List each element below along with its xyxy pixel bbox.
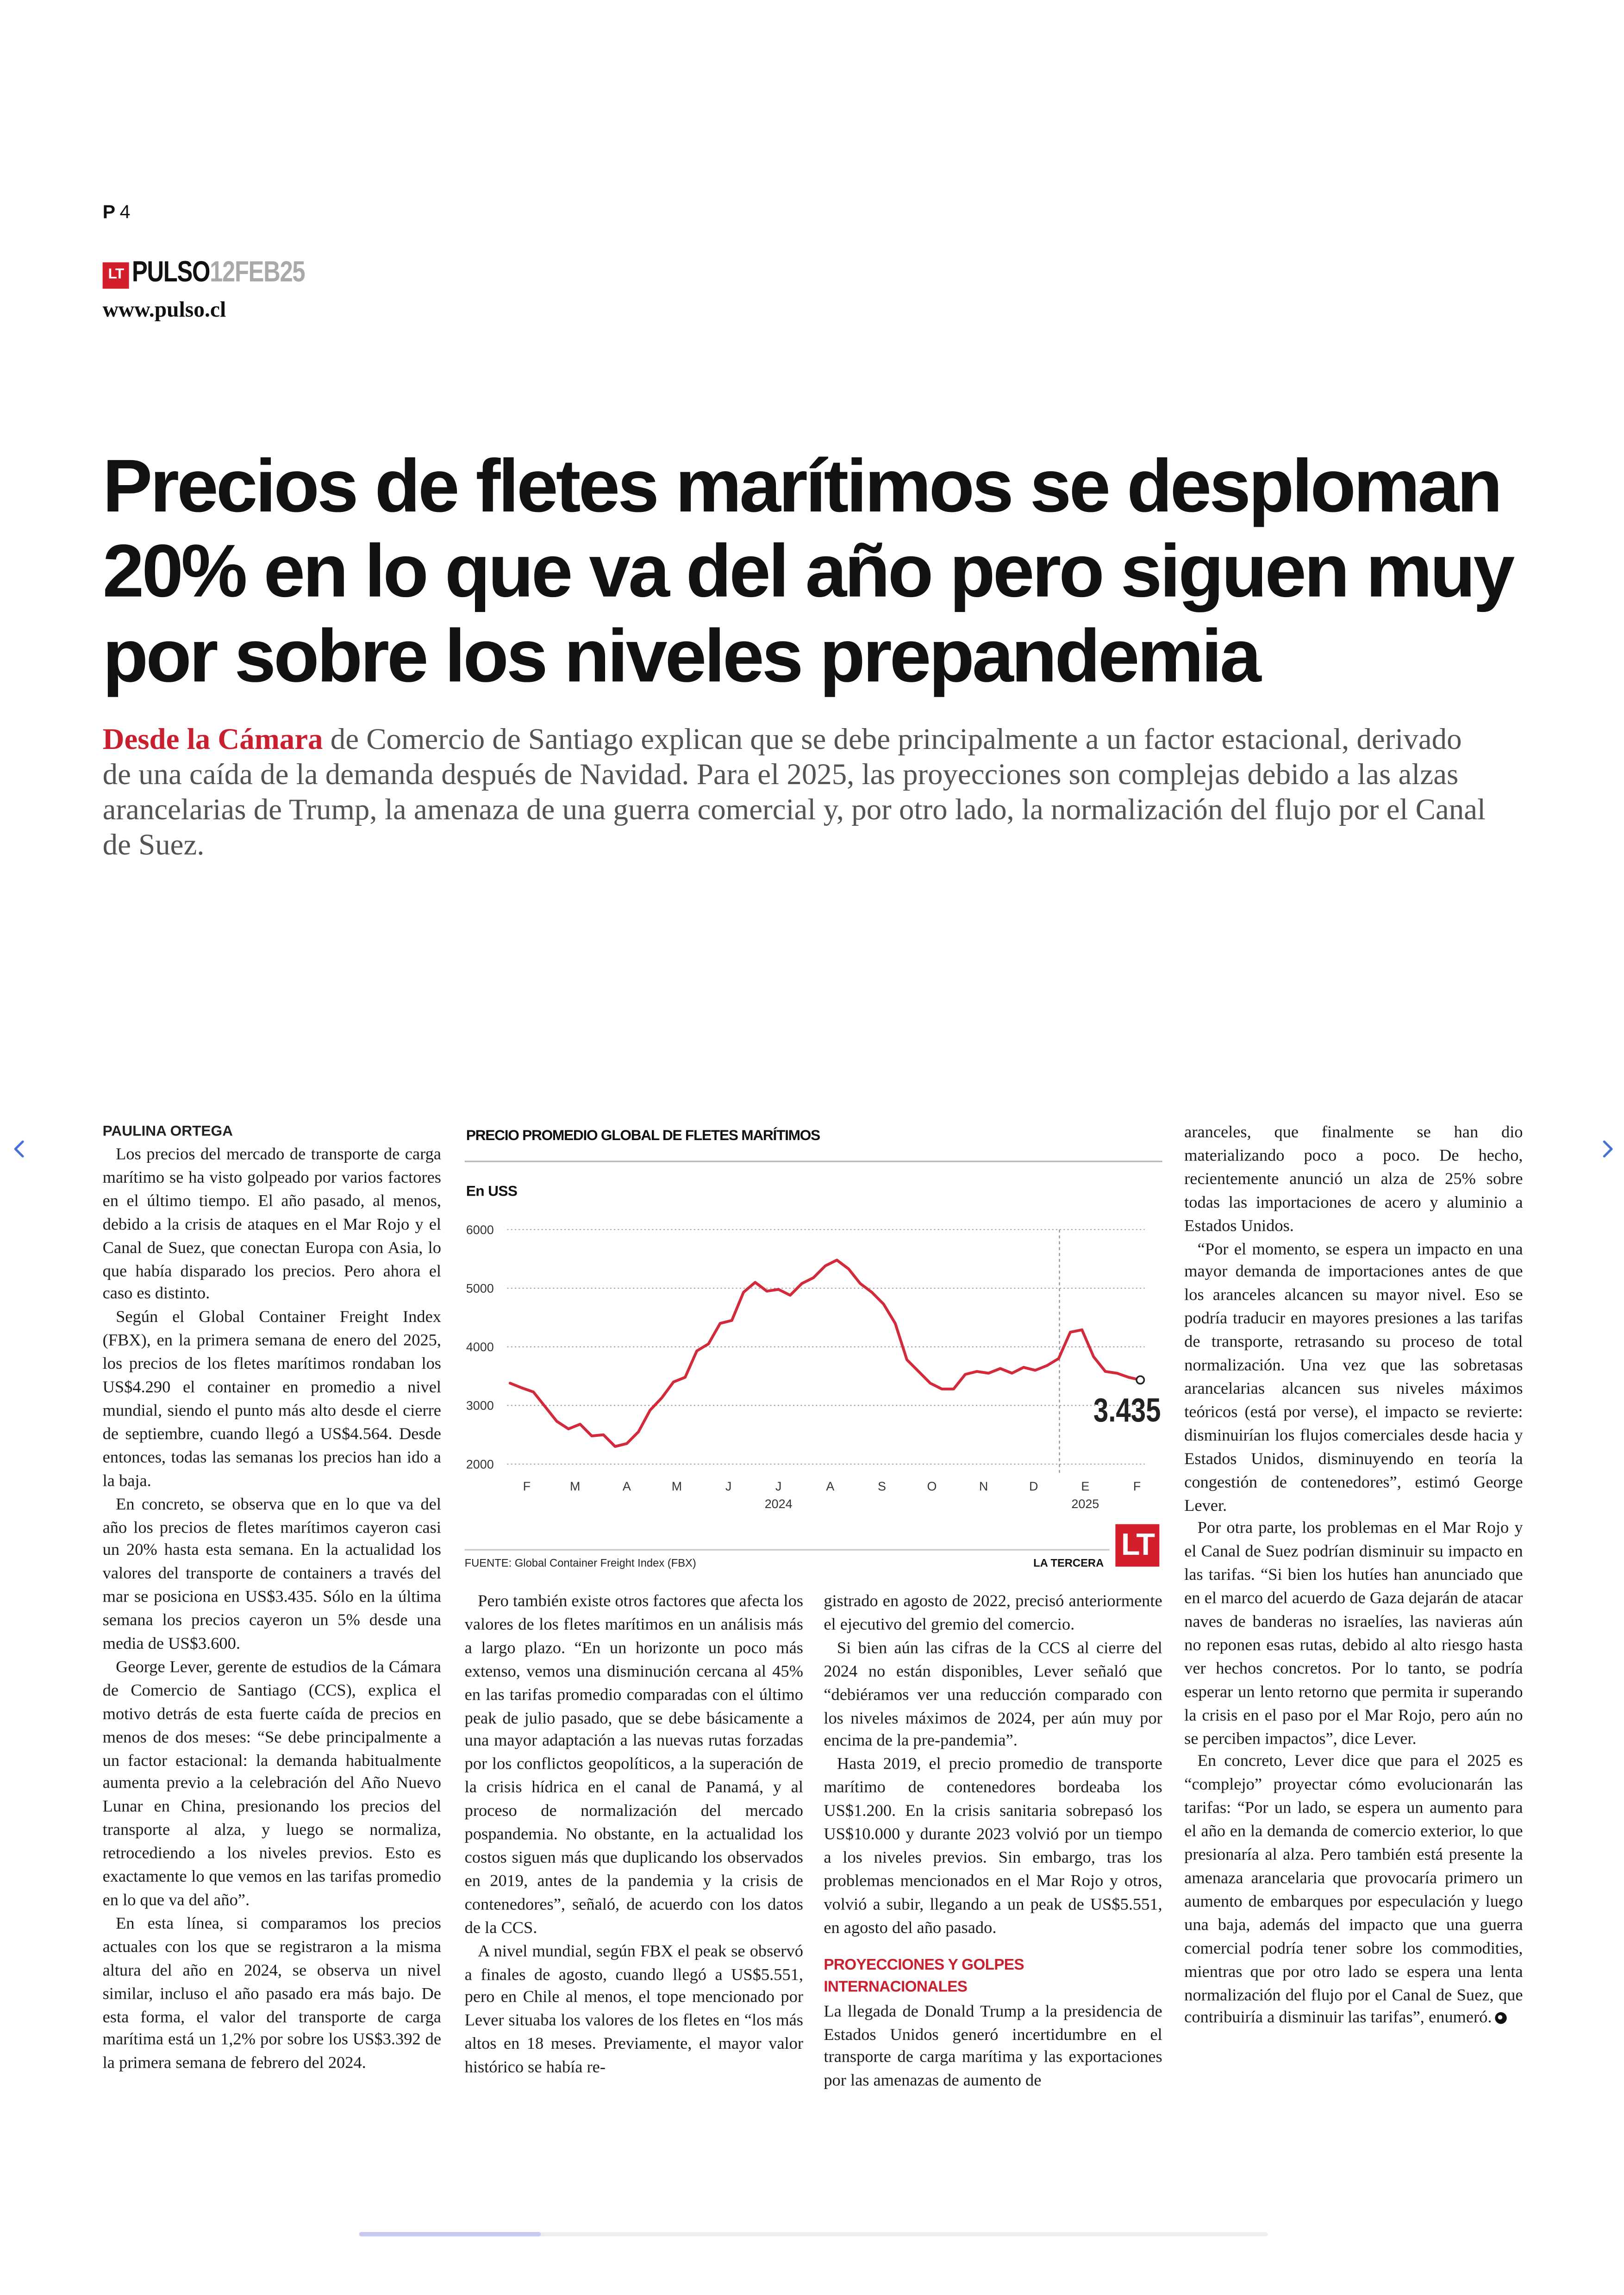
y-tick-label: 5000 <box>466 1281 494 1296</box>
y-tick-label: 2000 <box>466 1457 494 1472</box>
paragraph: “Por el momento, se espera un impacto en una mayor demanda de importaciones antes de que los aranceles alcancen su mayor nivel. Eso se podría traducir en mayores presiones a las tarifas de transporte, retrasando su proceso de total normalización. Una vez que las sobretasas arancelarias alcancen sus niveles máximos teóricos (está por verse), el impacto se revierte: disminuirían los flujos comerciales desde hacia y Estados Unidos, disminuyendo en teoría la congestión de contenedores”, estimó George Lever. <box>1184 1241 1523 1515</box>
headline-line-1: Precios de fletes marítimos se desploman <box>102 444 1500 528</box>
paragraph: Pero también existe otros factores que afecta los valores de los fletes marítimos en un análisis más a largo plazo. “En un horizonte un poco más extenso, vemos una disminución cercana al 45% en las tarifas promedio comparadas con el último peak de julio pasado, que se debe básicamente a una mayor adaptación a las nuevas rutas forzadas por los conflictos geopolíticos, a la superación de la crisis hídrica en el canal de Panamá, y al proceso de normalización del mercado pospandemia. No obstante, en la actualidad los costos siguen más que duplicando los observados en 2019, antes de la pandemia y la crisis de contenedores”, señaló, de acuerdo con los datos de la CCS. <box>464 1593 804 1937</box>
paragraph: Los precios del mercado de transporte de carga marítimo se ha visto golpeado por varios factores en el último tiempo. El año pasado, al menos, debido a la crisis de ataques en el Mar Rojo y el Canal de Suez, que conectan Europa con Asia, lo que había disparado los precios. Pero ahora el caso es distinto. <box>102 1146 441 1304</box>
deck <box>103 723 1492 863</box>
chart-brand: LA TERCERA <box>1033 1556 1104 1570</box>
section-masthead <box>132 256 305 289</box>
article-column-2 <box>465 1591 803 2081</box>
paragraph: A nivel mundial, según FBX el peak se observó a finales de agosto, cuando llegó a US$5.551, pero en Chile al menos, el tope mencionado por Lever situaba los valores de los fletes en “los más altos en 18 meses. Previamente, el mayor valor histórico se había re- <box>464 1942 804 2077</box>
article-end-mark-icon <box>1495 2012 1506 2024</box>
x-tick-label: S <box>877 1479 886 1493</box>
article-column-1 <box>103 1123 441 2077</box>
article-column-4 <box>1184 1123 1523 2032</box>
x-tick-label: J <box>725 1479 732 1493</box>
x-tick-label: E <box>1081 1479 1090 1493</box>
x-tick-label: F <box>1133 1479 1141 1493</box>
y-tick-label: 3000 <box>466 1398 494 1413</box>
x-tick-label: O <box>927 1479 937 1493</box>
last-value-marker <box>1137 1376 1144 1384</box>
chart-title: PRECIO PROMEDIO GLOBAL DE FLETES MARÍTIMOS <box>466 1128 820 1145</box>
x-year-label: 2024 <box>764 1497 793 1511</box>
x-year-label: 2025 <box>1071 1497 1099 1511</box>
section-subhead: PROYECCIONES Y GOLPES INTERNACIONALES <box>824 1956 1024 1996</box>
previous-page-button[interactable] <box>7 1137 31 1161</box>
chart-y-unit-label: En USS <box>466 1184 518 1201</box>
paragraph: En concreto, se observa que en lo que va del año los precios de fletes marítimos cayeron casi un 20% hasta esta semana. En la actualidad los valores del transporte de containers a través del mar se posiciona en US$3.435. Sólo en la última semana los precios cayeron un 5% desde una media de US$3.600. <box>102 1496 441 1653</box>
paragraph: Hasta 2019, el precio promedio de transporte marítimo de contenedores bordeaba los US$1.200. En la crisis sanitaria sobrepasó los US$10.000 y durante 2023 volvió por un tiempo a los niveles previos. Sin embargo, tras los problemas mencionados en el Mar Rojo y otros, volvió a subir, llegando a un peak de US$5.551, en agosto del año pasado. <box>824 1756 1162 1937</box>
paragraph: En esta línea, si comparamos los precios actuales con los que se registraron a la misma altura del año en 2024, se observa un nivel similar, incluso el año pasado era más bajo. De esta forma, el valor del transporte de carga marítima está un 1,2% por sobre los US$3.392 de la primera semana de febrero del 2024. <box>102 1915 441 2073</box>
paragraph: aranceles, que finalmente se han dio materializando poco a poco. De hecho, recientemente anunció un alza de 25% sobre todas las importaciones de acero y aluminio a Estados Unidos. <box>1184 1124 1523 1235</box>
freight-price-chart <box>465 1126 1162 1576</box>
paragraph <box>1184 1752 1523 2032</box>
x-tick-label: F <box>523 1479 531 1493</box>
edition-date: 12FEB25 <box>210 256 305 289</box>
paragraph: gistrado en agosto de 2022, precisó anteriormente el ejecutivo del gremio del comercio. <box>824 1593 1162 1634</box>
paragraph: La llegada de Donald Trump a la presidencia de Estados Unidos generó incertidumbre en el transporte de carga marítima y las exportaciones por las amenazas de aumento de <box>824 2002 1162 2090</box>
x-tick-label: D <box>1029 1479 1038 1493</box>
y-tick-label: 4000 <box>466 1340 494 1354</box>
page-prefix: P <box>102 200 116 223</box>
la-tercera-logo-icon: LT <box>103 262 129 289</box>
article-column-3 <box>824 1591 1162 2095</box>
section-name: PULSO <box>131 256 210 289</box>
page-number-value: 4 <box>119 200 131 223</box>
x-tick-label: M <box>671 1479 682 1493</box>
horizontal-scrollbar[interactable] <box>359 2232 1268 2236</box>
chevron-left-icon <box>7 1137 31 1161</box>
paragraph-text: En concreto, Lever dice que para el 2025 es “complejo” proyectar cómo evolucionarán las tarifas: “Por un lado, se espera un aumento para el año en la demanda de comercio exterior, lo que presionaría al alza. Pero también está presente la amenaza arancelaria que provocaría primero un aumento de embarques por especulación y luego una baja, además del impacto que una guerra comercial podría tener sobre los commodities, mientras que por otro lado se espera una lenta normalización del flujo por el Canal de Suez, que contribuiría a disminuir las tarifas”, enumeró. <box>1184 1753 1523 2028</box>
x-tick-label: M <box>570 1479 581 1493</box>
chart-plot <box>465 1126 1162 1576</box>
y-tick-label: 6000 <box>466 1222 494 1237</box>
last-value-label: 3.435 <box>1093 1391 1161 1429</box>
la-tercera-chart-logo-icon: LT <box>1115 1524 1159 1567</box>
deck-text: de Comercio de Santiago explican que se debe principalmente a un factor estacional, derivado de una caída de la demanda después de Navidad. Para el 2025, las proyecciones son complejas debido a las alzas arancelarias de Trump, la amenaza de una guerra comercial y, por otro lado, la normalización del flujo por el Canal de Suez. <box>102 724 1486 862</box>
headline-line-2: 20% en lo que va del año pero siguen muy <box>102 529 1513 613</box>
chart-footer-rule <box>465 1549 1110 1551</box>
chevron-right-icon <box>1596 1137 1620 1161</box>
scrollbar-thumb[interactable] <box>359 2232 541 2236</box>
paragraph: George Lever, gerente de estudios de la Cámara de Comercio de Santiago (CCS), explica el motivo detrás de esta fuerte caída de precios en menos de dos meses: “Se debe principalmente a un factor estacional: la demanda habitualmente aumenta previo a la celebración del Año Nuevo Lunar en China, presionando los precios del transporte al alza, y luego se normaliza, retrocediendo a los niveles previos. Esto es exactamente lo que vemos en las tarifas promedio en lo que va del año”. <box>102 1659 441 1910</box>
x-tick-label: A <box>622 1479 631 1493</box>
paragraph: Si bien aún las cifras de la CCS al cierre del 2024 no están disponibles, Lever señaló que “debiéramos ver una reducción comparado con los niveles máximos de 2024, per aún muy por encima de la pre-pandemia”. <box>824 1640 1162 1751</box>
x-tick-label: A <box>826 1479 835 1493</box>
page-number <box>103 201 131 223</box>
next-page-button[interactable] <box>1596 1137 1620 1161</box>
deck-lead: Desde la Cámara <box>102 724 323 756</box>
byline: PAULINA ORTEGA <box>102 1124 233 1141</box>
x-tick-label: J <box>775 1479 782 1493</box>
x-tick-label: N <box>979 1479 988 1493</box>
chart-source: FUENTE: Global Container Freight Index (FBX) <box>464 1556 696 1570</box>
paragraph: Según el Global Container Freight Index (FBX), en la primera semana de enero del 2025, los precios de los fletes marítimos rondaban los US$4.290 el container en promedio a nivel mundial, siendo el punto más alto desde el cierre de septiembre, cuando llegó a US$4.564. Desde entonces, todas las semanas los precios han ido a la baja. <box>102 1309 441 1490</box>
site-url: www.pulso.cl <box>102 299 226 323</box>
paragraph: Por otra parte, los problemas en el Mar Rojo y el Canal de Suez podrían disminuir su impacto en las tarifas. “Si bien los hutíes han anunciado que en el marco del acuerdo de Gaza dejarán de atacar naves de banderas no israelíes, las navieras aún no reponen esas rutas, debido al alto riesgo hasta ver hechos concretos. Por lo tanto, se podría esperar un lento retorno que permita ir superando la crisis en el paso por el Mar Rojo, pero aún no se perciben impactos”, dice Lever. <box>1184 1520 1523 1748</box>
headline-line-3: por sobre los niveles prepandemia <box>102 614 1259 698</box>
